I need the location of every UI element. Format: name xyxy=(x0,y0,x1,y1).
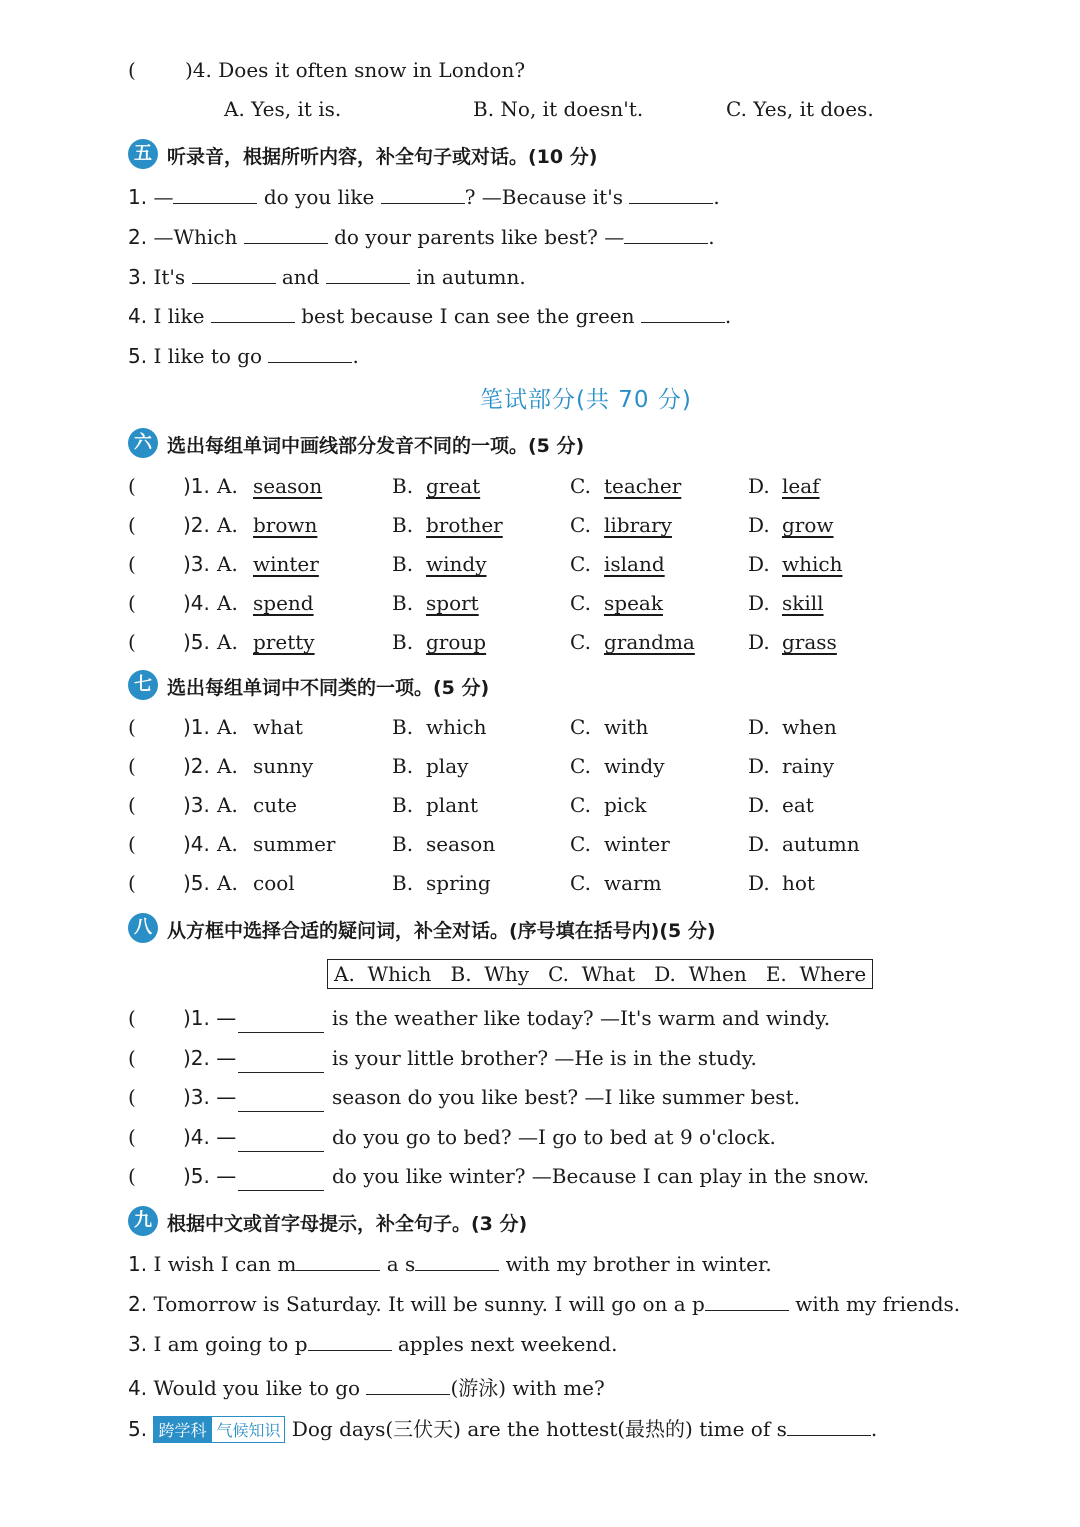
written-part-heading: 笔试部分(共 70 分) xyxy=(480,387,692,413)
climate-knowledge-tag: 气候知识 xyxy=(211,1416,285,1443)
question-text: is the weather like today? —It's warm and windy. xyxy=(332,1006,831,1030)
answer-paren[interactable]: ( xyxy=(128,1006,136,1030)
option-c: windy xyxy=(604,754,665,778)
option-letter: D. xyxy=(748,832,770,856)
section-badge: 九 xyxy=(128,1206,158,1236)
answer-paren[interactable]: ( xyxy=(128,871,136,895)
question-number: )2. xyxy=(183,513,210,537)
blank[interactable] xyxy=(326,265,410,284)
option-b: spring xyxy=(426,871,491,895)
section-badge: 八 xyxy=(128,913,158,943)
answer-paren[interactable]: ( xyxy=(128,474,136,498)
option-c: teacher xyxy=(604,474,682,498)
option-letter: D. xyxy=(748,754,770,778)
answer-paren[interactable]: ( xyxy=(128,1124,136,1149)
option-a: what xyxy=(253,715,303,739)
option-d: grass xyxy=(782,630,837,654)
option-d: when xyxy=(782,715,837,739)
option-letter: C. xyxy=(570,552,591,576)
question-number: )2. — xyxy=(183,1045,237,1070)
option-a: spend xyxy=(253,591,314,615)
blank[interactable] xyxy=(238,1133,324,1152)
option-c: pick xyxy=(604,793,647,817)
answer-paren[interactable]: ( xyxy=(128,591,136,615)
fill-line-1: 1. — do you like ? —Because it's . xyxy=(128,185,720,209)
option-d: skill xyxy=(782,591,824,615)
fill-line-3: 3. It's and in autumn. xyxy=(128,265,526,289)
blank[interactable] xyxy=(296,1252,380,1271)
option-letter: B. xyxy=(392,591,414,615)
option-d: hot xyxy=(782,871,815,895)
option-a: cute xyxy=(253,793,297,817)
option-letter: A. xyxy=(217,552,238,576)
option-a: sunny xyxy=(253,754,314,778)
question-number: )1. xyxy=(183,474,210,498)
option-letter: C. xyxy=(570,715,591,739)
cross-subject-tag: 跨学科 xyxy=(153,1416,211,1443)
option-letter: C. xyxy=(570,871,591,895)
option-letter: A. xyxy=(217,871,238,895)
option-a: brown xyxy=(253,513,318,537)
question-text: do you like winter? —Because I can play in the snow. xyxy=(332,1164,870,1188)
question-number: )5. xyxy=(183,871,210,895)
answer-paren[interactable]: ( xyxy=(128,58,136,82)
option-letter: D. xyxy=(748,793,770,817)
section-title: 选出每组单词中画线部分发音不同的一项。(5 分) xyxy=(167,435,585,457)
option-letter: C. xyxy=(570,474,591,498)
question-number: )3. xyxy=(183,793,210,817)
answer-paren[interactable]: ( xyxy=(128,793,136,817)
option-letter: A. xyxy=(217,832,238,856)
question-number: )4. xyxy=(183,591,210,615)
answer-paren[interactable]: ( xyxy=(128,754,136,778)
option-b: which xyxy=(426,715,487,739)
option-letter: C. xyxy=(570,630,591,654)
section-title: 听录音，根据所听内容，补全句子或对话。(10 分) xyxy=(167,146,598,168)
question-text: is your little brother? —He is in the study. xyxy=(332,1045,757,1070)
option-letter: D. xyxy=(748,871,770,895)
option-c: island xyxy=(604,552,665,576)
option-b: brother xyxy=(426,513,503,537)
blank[interactable] xyxy=(268,344,352,363)
option-letter: B. xyxy=(392,871,414,895)
option-a: pretty xyxy=(253,630,315,654)
option-letter: D. xyxy=(748,552,770,576)
option-b: group xyxy=(426,630,487,654)
option-b: great xyxy=(426,474,481,498)
option-d: eat xyxy=(782,793,814,817)
option-d: grow xyxy=(782,513,834,537)
option-b: sport xyxy=(426,591,479,615)
fill-line-5: 5. 跨学科 气候知识 Dog days(三伏天) are the hottest(最热的) time of s . xyxy=(128,1417,878,1441)
blank[interactable] xyxy=(629,185,713,204)
question-number: )3. — xyxy=(183,1085,237,1109)
answer-paren[interactable]: ( xyxy=(128,1085,136,1109)
option-b: plant xyxy=(426,793,479,817)
option-letter: D. xyxy=(748,630,770,654)
question-number: )1. — xyxy=(183,1006,237,1030)
option-letter: B. xyxy=(392,793,414,817)
question-number: )4. xyxy=(183,832,210,856)
answer-paren[interactable]: ( xyxy=(128,513,136,537)
option-letter: B. xyxy=(392,832,414,856)
option-letter: B. xyxy=(392,552,414,576)
option-letter: A. xyxy=(217,630,238,654)
option-letter: B. xyxy=(392,754,414,778)
blank[interactable] xyxy=(192,265,276,284)
option-letter: A. xyxy=(217,474,238,498)
fill-line-4: 4. Would you like to go (游泳) with me? xyxy=(128,1376,605,1400)
blank[interactable] xyxy=(211,304,295,323)
option-letter: D. xyxy=(748,513,770,537)
option-a: winter xyxy=(253,552,319,576)
word-box: A. Which B. Why C. What D. When E. Where xyxy=(327,959,873,989)
question-number: )1. xyxy=(183,715,210,739)
answer-paren[interactable]: ( xyxy=(128,552,136,576)
answer-paren[interactable]: ( xyxy=(128,630,136,654)
answer-paren[interactable]: ( xyxy=(128,1164,136,1188)
blank[interactable] xyxy=(415,1252,499,1271)
option-a: A. Yes, it is. xyxy=(224,97,342,121)
question-number: )5. xyxy=(183,630,210,654)
question-number: )3. xyxy=(183,552,210,576)
option-letter: B. xyxy=(392,715,414,739)
fill-line-4: 4. I like best because I can see the green . xyxy=(128,304,732,328)
blank[interactable] xyxy=(308,1332,392,1351)
question-number: )4. — xyxy=(183,1124,237,1149)
blank[interactable] xyxy=(173,185,257,204)
option-letter: C. xyxy=(570,793,591,817)
question-text: season do you like best? —I like summer best. xyxy=(332,1085,800,1109)
answer-paren[interactable]: ( xyxy=(128,832,136,856)
option-letter: B. xyxy=(392,513,414,537)
option-b: windy xyxy=(426,552,487,576)
option-b: B. No, it doesn't. xyxy=(473,97,644,121)
answer-paren[interactable]: ( xyxy=(128,1045,136,1070)
fill-line-3: 3. I am going to p apples next weekend. xyxy=(128,1332,618,1356)
blank[interactable] xyxy=(366,1376,450,1395)
blank[interactable] xyxy=(787,1417,871,1436)
option-letter: D. xyxy=(748,715,770,739)
blank[interactable] xyxy=(381,185,465,204)
option-a: cool xyxy=(253,871,295,895)
fill-line-1: 1. I wish I can m a s with my brother in winter. xyxy=(128,1252,772,1276)
option-c: speak xyxy=(604,591,663,615)
blank[interactable] xyxy=(238,1014,324,1033)
option-letter: D. xyxy=(748,591,770,615)
blank[interactable] xyxy=(705,1292,789,1311)
option-letter: C. xyxy=(570,591,591,615)
option-letter: A. xyxy=(217,793,238,817)
answer-paren[interactable]: ( xyxy=(128,715,136,739)
option-c: with xyxy=(604,715,649,739)
option-letter: A. xyxy=(217,715,238,739)
option-a: season xyxy=(253,474,323,498)
option-c: C. Yes, it does. xyxy=(726,97,874,121)
blank[interactable] xyxy=(244,225,328,244)
option-c: library xyxy=(604,513,672,537)
option-d: rainy xyxy=(782,754,835,778)
option-c: winter xyxy=(604,832,670,856)
option-letter: B. xyxy=(392,474,414,498)
option-b: season xyxy=(426,832,496,856)
option-d: which xyxy=(782,552,843,576)
option-c: grandma xyxy=(604,630,695,654)
section-badge: 六 xyxy=(128,428,158,458)
option-letter: D. xyxy=(748,474,770,498)
fill-line-2: 2. Tomorrow is Saturday. It will be sunny. I will go on a p with my friends. xyxy=(128,1292,961,1316)
question-number: )5. — xyxy=(183,1164,237,1188)
option-c: warm xyxy=(604,871,662,895)
option-letter: A. xyxy=(217,591,238,615)
option-letter: A. xyxy=(217,754,238,778)
option-letter: C. xyxy=(570,754,591,778)
option-letter: C. xyxy=(570,832,591,856)
fill-line-5: 5. I like to go . xyxy=(128,344,359,368)
option-letter: B. xyxy=(392,630,414,654)
fill-line-2: 2. —Which do your parents like best? — . xyxy=(128,225,715,249)
option-letter: A. xyxy=(217,513,238,537)
section-title: 从方框中选择合适的疑问词，补全对话。(序号填在括号内)(5 分) xyxy=(167,920,716,942)
blank[interactable] xyxy=(238,1054,324,1073)
question-number: )2. xyxy=(183,754,210,778)
option-d: leaf xyxy=(782,474,820,498)
section-badge: 七 xyxy=(128,670,158,700)
question-text: do you go to bed? —I go to bed at 9 o'clock. xyxy=(332,1124,776,1149)
section-title: 选出每组单词中不同类的一项。(5 分) xyxy=(167,677,490,699)
option-b: play xyxy=(426,754,469,778)
option-d: autumn xyxy=(782,832,860,856)
option-letter: C. xyxy=(570,513,591,537)
option-a: summer xyxy=(253,832,336,856)
blank[interactable] xyxy=(641,304,725,323)
section-title: 根据中文或首字母提示，补全句子。(3 分) xyxy=(167,1213,528,1235)
blank[interactable] xyxy=(624,225,708,244)
section-badge: 五 xyxy=(128,139,158,169)
blank[interactable] xyxy=(238,1172,324,1191)
question-stem: )4. Does it often snow in London? xyxy=(185,58,526,82)
blank[interactable] xyxy=(238,1093,324,1112)
